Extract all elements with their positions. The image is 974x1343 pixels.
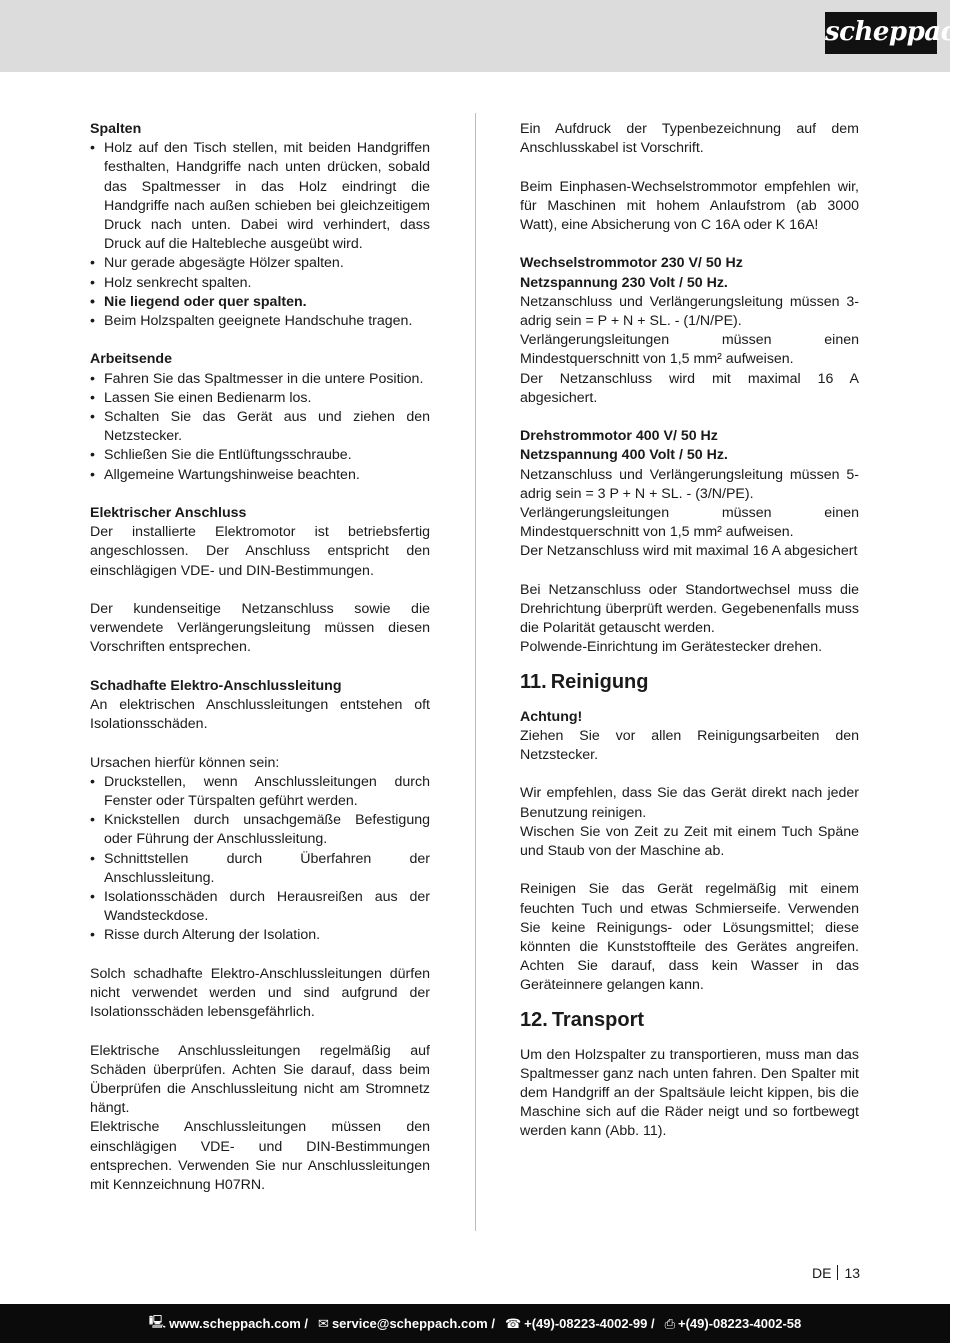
list-item: • Isolationsschäden durch Herausreißen aus der Wandsteckdose.: [90, 888, 430, 926]
computer-icon: 🖳: [148, 1313, 167, 1329]
section-title-transport: [520, 1008, 859, 1032]
paragraph: Der Netzanschluss wird mit maximal 16 A abgesichert: [520, 543, 858, 560]
section-heading-drehstrom: Drehstrommotor 400 V/ 50 Hz: [520, 428, 718, 445]
list-item: • Schnittstellen durch Überfahren der Anschlussleitung.: [90, 850, 430, 888]
footer-bar: [0, 1304, 950, 1343]
brand-logo: scheppach: [825, 12, 937, 54]
page-number: [812, 1264, 860, 1282]
section-heading-schadhaft: Schadhafte Elektro-Anschlussleitung: [90, 677, 342, 694]
phone-icon: ☎: [504, 1315, 522, 1331]
paragraph: Beim Einphasen-Wechselstrommotor empfehlen wir, für Maschinen mit hohem Anlaufstrom (ab 3000 Watt), eine Absicherung von C 16A oder K 16A!: [520, 178, 859, 233]
section-heading-arbeitsende: Arbeitsende: [90, 351, 172, 368]
section-subheading-wechselstrom: Netzspannung 230 Volt / 50 Hz.: [520, 274, 728, 291]
paragraph: Wischen Sie von Zeit zu Zeit mit einem Tuch Späne und Staub von der Maschine ab.: [520, 823, 859, 860]
list-item: • Beim Holzspalten geeignete Handschuhe tragen.: [90, 312, 430, 331]
list-item: • Lassen Sie einen Bedienarm los.: [90, 389, 430, 408]
list-item: • Nie liegend oder quer spalten.: [90, 293, 430, 312]
paragraph: Reinigen Sie das Gerät regelmäßig mit einem feuchten Tuch und etwas Schmierseife. Verwenden Sie keine Reinigungs- oder Lösungsmittel; diese könnten die Kunststoffteile des Gerätes angreifen. Achten Sie darauf, dass kein Wasser in das Geräteinnere gelangen kann.: [520, 881, 859, 994]
list-item: • Druckstellen, wenn Anschlussleitungen durch Fenster oder Türspalten geführt werden.: [90, 773, 430, 811]
page-number-separator: [837, 1265, 838, 1280]
paragraph: Verlängerungsleitungen müssen einen Mindestquerschnitt von 1,5 mm² aufweisen.: [520, 505, 859, 541]
paragraph: Der Netzanschluss wird mit maximal 16 A abgesichert.: [520, 370, 859, 406]
paragraph: Polwende-Einrichtung im Gerätestecker drehen.: [520, 639, 823, 656]
arbeitsende-list: [90, 370, 430, 485]
section-number: 11.: [520, 670, 547, 693]
paragraph: Verlängerungsleitungen müssen einen Mindestquerschnitt von 1,5 mm² aufweisen.: [520, 332, 859, 368]
paragraph: Ein Aufdruck der Typenbezeichnung auf dem Anschlusskabel ist Vorschrift.: [520, 121, 859, 157]
list-item: • Holz senkrecht spalten.: [90, 274, 430, 293]
list-item: • Schließen Sie die Entlüftungsschraube.: [90, 446, 430, 465]
paragraph: Wir empfehlen, dass Sie das Gerät direkt nach jeder Benutzung reinigen.: [520, 785, 859, 821]
mail-icon: ✉: [318, 1315, 329, 1331]
left-column: [90, 120, 430, 1195]
warning-heading: Achtung!: [520, 708, 583, 725]
paragraph: Elektrische Anschlussleitungen regelmäßig auf Schäden überprüfen. Achten Sie darauf, dass beim Überprüfen die Anschlussleitung nicht am Stromnetz hängt.: [90, 1042, 430, 1117]
footer-fax: +(49)-08223-4002-58: [678, 1316, 802, 1331]
paragraph: Netzanschluss und Verlängerungsleitung müssen 5-adrig sein = 3 P + N + SL. - (3/N/PE).: [520, 466, 859, 502]
list-item: • Holz auf den Tisch stellen, mit beiden Handgriffen festhalten, Handgriffe nach unten drücken, sobald das Spaltmesser in das Holz eindringt die Handgriffe nach außen schieben bei gleichzeitigem Druck nach unten. Dabei wird verhindert, dass Druck auf die Haltebleche ausgeübt wird.: [90, 139, 430, 254]
list-item: • Risse durch Alterung der Isolation.: [90, 926, 430, 945]
spalten-list: [90, 139, 430, 331]
paragraph: Netzanschluss und Verlängerungsleitung müssen 3-adrig sein = P + N + SL. - (1/N/PE).: [520, 293, 859, 329]
paragraph: Ursachen hierfür können sein:: [90, 754, 280, 771]
section-heading-wechselstrom: Wechselstrommotor 230 V/ 50 Hz: [520, 255, 743, 272]
list-item: • Allgemeine Wartungshinweise beachten.: [90, 466, 430, 485]
section-number: 12.: [520, 1008, 548, 1031]
list-item: • Fahren Sie das Spaltmesser in die untere Position.: [90, 370, 430, 389]
footer-phone: +(49)-08223-4002-99 /: [524, 1316, 655, 1331]
paragraph: Der kundenseitige Netzanschluss sowie die verwendete Verlängerungsleitung müssen diesen Vorschriften entsprechen.: [90, 601, 430, 656]
paragraph: Der installierte Elektromotor ist betriebsfertig angeschlossen. Der Anschluss entspricht den einschlägigen VDE- und DIN-Bestimmungen.: [90, 524, 430, 579]
section-heading-spalten: Spalten: [90, 121, 142, 137]
list-item: • Knickstellen durch unsachgemäße Befestigung oder Führung der Anschlussleitung.: [90, 811, 430, 849]
right-column: [520, 120, 859, 1142]
section-title-reinigung: [520, 670, 859, 694]
ursachen-list: [90, 773, 430, 946]
paragraph: Solch schadhafte Elektro-Anschlussleitungen dürfen nicht verwendet werden und sind aufgrund der Isolationsschäden lebensgefährlich.: [90, 965, 430, 1021]
section-subheading-drehstrom: Netzspannung 400 Volt / 50 Hz.: [520, 447, 728, 464]
paragraph: Ziehen Sie vor allen Reinigungsarbeiten den Netzstecker.: [520, 727, 859, 764]
column-divider: [475, 113, 476, 1231]
section-heading-elektrisch: Elektrischer Anschluss: [90, 505, 247, 522]
section-title: Reinigung: [550, 670, 649, 693]
language-code: DE: [812, 1265, 832, 1281]
section-title: Transport: [551, 1008, 645, 1031]
header-bar: [0, 0, 974, 72]
fax-icon: ⎙: [664, 1315, 675, 1331]
paragraph: Bei Netzanschluss oder Standortwechsel muss die Drehrichtung überprüft werden. Gegebenenfalls muss die Polarität getauscht werden.: [520, 581, 859, 637]
paragraph: Um den Holzspalter zu transportieren, muss man das Spaltmesser ganz nach unten fahren. Den Spalter mit dem Handgriff an der Spaltsäule leicht kippen, bis die Maschine sich auf die Räder neigt und so fortbewegt werden kann (Abb. 11).: [520, 1046, 859, 1140]
footer-web-link[interactable]: www.scheppach.com /: [169, 1316, 309, 1331]
list-item: • Nur gerade abgesägte Hölzer spalten.: [90, 254, 430, 273]
paragraph: Elektrische Anschlussleitungen müssen den einschlägigen VDE- und DIN-Bestimmungen entsprechen. Verwenden Sie nur Anschlussleitungen mit Kennzeichnung H07RN.: [90, 1119, 430, 1194]
page-number-value: 13: [844, 1265, 861, 1281]
paragraph: An elektrischen Anschlussleitungen entstehen oft Isolationsschäden.: [90, 697, 430, 733]
footer-email-link[interactable]: service@scheppach.com /: [331, 1316, 495, 1331]
list-item: • Schalten Sie das Gerät aus und ziehen den Netzstecker.: [90, 408, 430, 446]
